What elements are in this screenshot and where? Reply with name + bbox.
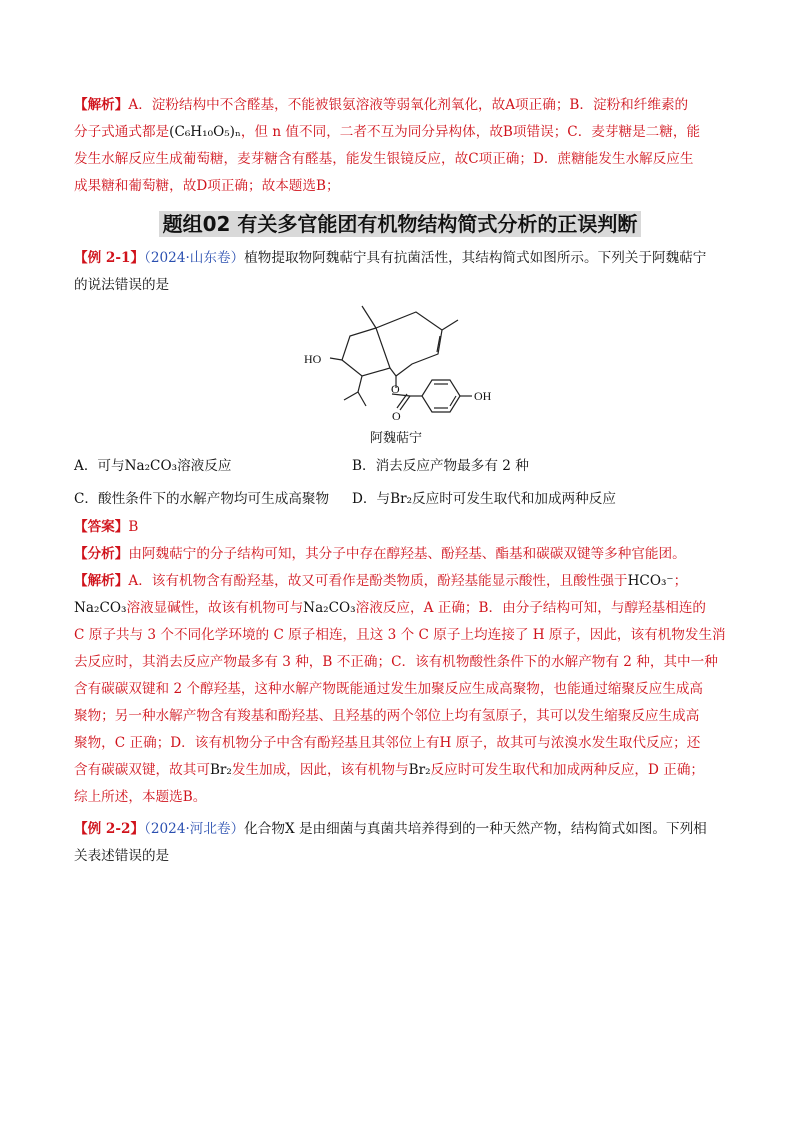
example-2-2-stem: 【例 2-2】（2024·河北卷）化合物X 是由细菌与真菌共培养得到的一种天然产物，结构简式如图。下列相 关表述错误的是 bbox=[74, 821, 707, 864]
option-d: D．与Br₂反应时可发生取代和加成两种反应 bbox=[352, 491, 616, 507]
answer-value: B bbox=[128, 519, 139, 535]
jiexi-line-8: 含有碳碳双键，故其可Br₂发生加成，因此，该有机物与Br₂反应时可发生取代和加成两种反应，D 正确； bbox=[74, 762, 705, 778]
figure-caption: 阿魏萜宁 bbox=[370, 430, 423, 445]
fenxi-line: 【分析】由阿魏萜宁的分子结构可知，其分子中存在醇羟基、酚羟基、酯基和碳碳双键等多种官能团。 bbox=[74, 546, 686, 562]
jiexi-line-5: 含有碳碳双键和 2 个醇羟基，这种水解产物既能通过发生加聚反应生成高聚物，也能通过缩聚反应生成高 bbox=[74, 681, 704, 697]
analysis-tag: 【解析】 bbox=[74, 97, 129, 113]
jiexi-line-3: C 原子共与 3 个不同化学环境的 C 原子相连，且这 3 个 C 原子上均连接了 H 原子，因此，该有机物发生消 bbox=[74, 627, 726, 643]
analysis-line-3: 发生水解反应生成葡萄糖，麦芽糖含有醛基，能发生银镜反应，故C项正确；D．蔗糖能发生水解反应生 bbox=[74, 151, 694, 167]
jiexi-line-2: Na₂CO₃溶液显碱性，故该有机物可与Na₂CO₃溶液反应，A 正确；B．由分子结构可知，与醇羟基相连的 bbox=[74, 600, 707, 616]
option-b: B．消去反应产物最多有 2 种 bbox=[352, 458, 529, 474]
hydroxyl-label: HO bbox=[304, 352, 322, 366]
analysis-line-1: 【解析】A．淀粉结构中不含醛基，不能被银氨溶液等弱氧化剂氧化，故A项正确；B．淀粉和纤维素的 bbox=[74, 97, 689, 113]
answer-line: 【答案】B bbox=[74, 519, 139, 535]
example-tag: 【例 2-1】 bbox=[74, 250, 145, 266]
jiexi-line-4: 去反应时，其消去反应产物最多有 3 种，B 不正确；C．该有机物酸性条件下的水解产物有 2 种，其中一种 bbox=[74, 654, 718, 670]
example-2-1-stem: 【例 2-1】（2024·山东卷）植物提取物阿魏萜宁具有抗菌活性，其结构简式如图所示。下列关于阿魏萜宁 的说法错误的是 bbox=[74, 250, 707, 293]
jiexi-line-7: 聚物，C 正确；D．该有机物分子中含有酚羟基且其邻位上有H 原子，故其可与浓溴水发生取代反应；还 bbox=[74, 735, 701, 751]
option-a: A．可与Na₂CO₃溶液反应 bbox=[74, 458, 232, 474]
example-tag-2: 【例 2-2】 bbox=[74, 821, 145, 837]
exam-source-2: （2024·河北卷） bbox=[144, 821, 245, 837]
section-title: 题组02 有关多官能团有机物结构简式分析的正误判断 bbox=[0, 208, 800, 237]
jiexi-line-9: 综上所述，本题选B。 bbox=[74, 789, 207, 805]
answer-block bbox=[74, 514, 734, 811]
analysis-line-2: 分子式通式都是(C₆H₁₀O₅)ₙ，但 n 值不同，二者不互为同分异构体，故B项错误；C．麦芽糖是二糖，能 bbox=[74, 124, 701, 140]
analysis-line-4: 成果糖和葡萄糖，故D项正确；故本题选B； bbox=[74, 178, 340, 194]
jiexi-line-1: 【解析】A．该有机物含有酚羟基，故又可看作是酚类物质，酚羟基能显示酸性，且酸性强于HCO₃⁻； bbox=[74, 573, 688, 589]
ester-oxygen-label: O bbox=[391, 382, 400, 396]
jiexi-line-6: 聚物；另一种水解产物含有羧基和酚羟基、且羟基的两个邻位上均有氢原子，其可以发生缩聚反应生成高 bbox=[74, 708, 700, 724]
carbonyl-oxygen-label: O bbox=[392, 409, 401, 423]
exam-source: （2024·山东卷） bbox=[144, 250, 245, 266]
option-c: C．酸性条件下的水解产物均可生成高聚物 bbox=[74, 491, 330, 507]
analysis-block-1 bbox=[74, 92, 734, 200]
phenol-oh-label: OH bbox=[474, 389, 492, 403]
structure-diagram bbox=[300, 292, 530, 452]
starch-formula: (C₆H₁₀O₅)ₙ bbox=[169, 124, 241, 140]
